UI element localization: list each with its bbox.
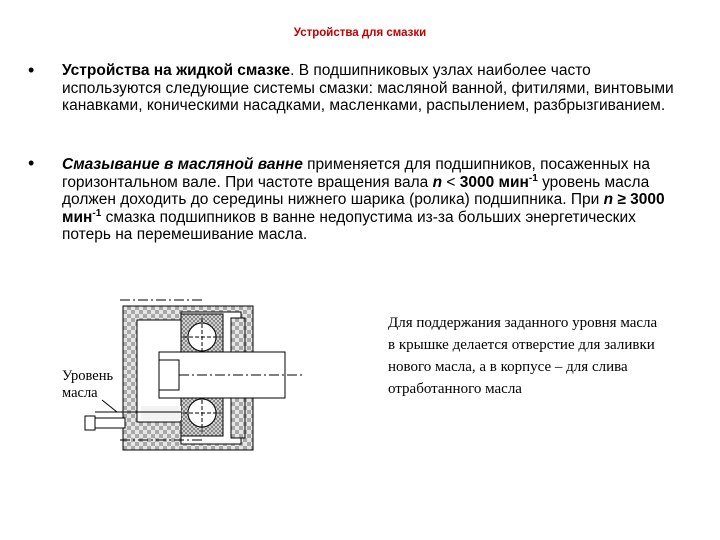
paragraph-oil-bath: Смазывание в масляной ванне применяется для подшипников, посаженных на горизонтальном вале. При частоте вращения вала n < 3000 мин$^{-1}$ уровень масла должен доходить до середины нижнего шарика (ролика) подшипника. При n ≥ 3000 мин$^{-1}$ смазка подшипников в ванне недопустима из-за больших энергетических потерь на перемешивание масла. bbox=[62, 156, 665, 243]
figure-caption: Для поддержания заданного уровня масла в крышке делается отверстие для заливки нового масла, а в корпусе – для слива отработанного масла bbox=[388, 315, 658, 397]
paragraph-lead: Устройства на жидкой смазке bbox=[62, 62, 291, 79]
oil-level-label: Уровень масла bbox=[62, 368, 114, 401]
paragraph-text: . В подшипниковых узлах наиболее часто используются следующие системы смазки: масляной ванной, фитилями, винтовыми канавками, коническими насадками, масленками, распылением, разбрызгиванием. bbox=[62, 62, 674, 114]
paragraph-liquid-lubrication bbox=[62, 62, 687, 115]
paragraph-lead: Смазывание в масляной ванне bbox=[62, 156, 303, 173]
bullet-marker: • bbox=[28, 60, 35, 80]
bullet-marker: • bbox=[28, 153, 35, 173]
slide-title: Устройства для смазки bbox=[293, 27, 427, 39]
